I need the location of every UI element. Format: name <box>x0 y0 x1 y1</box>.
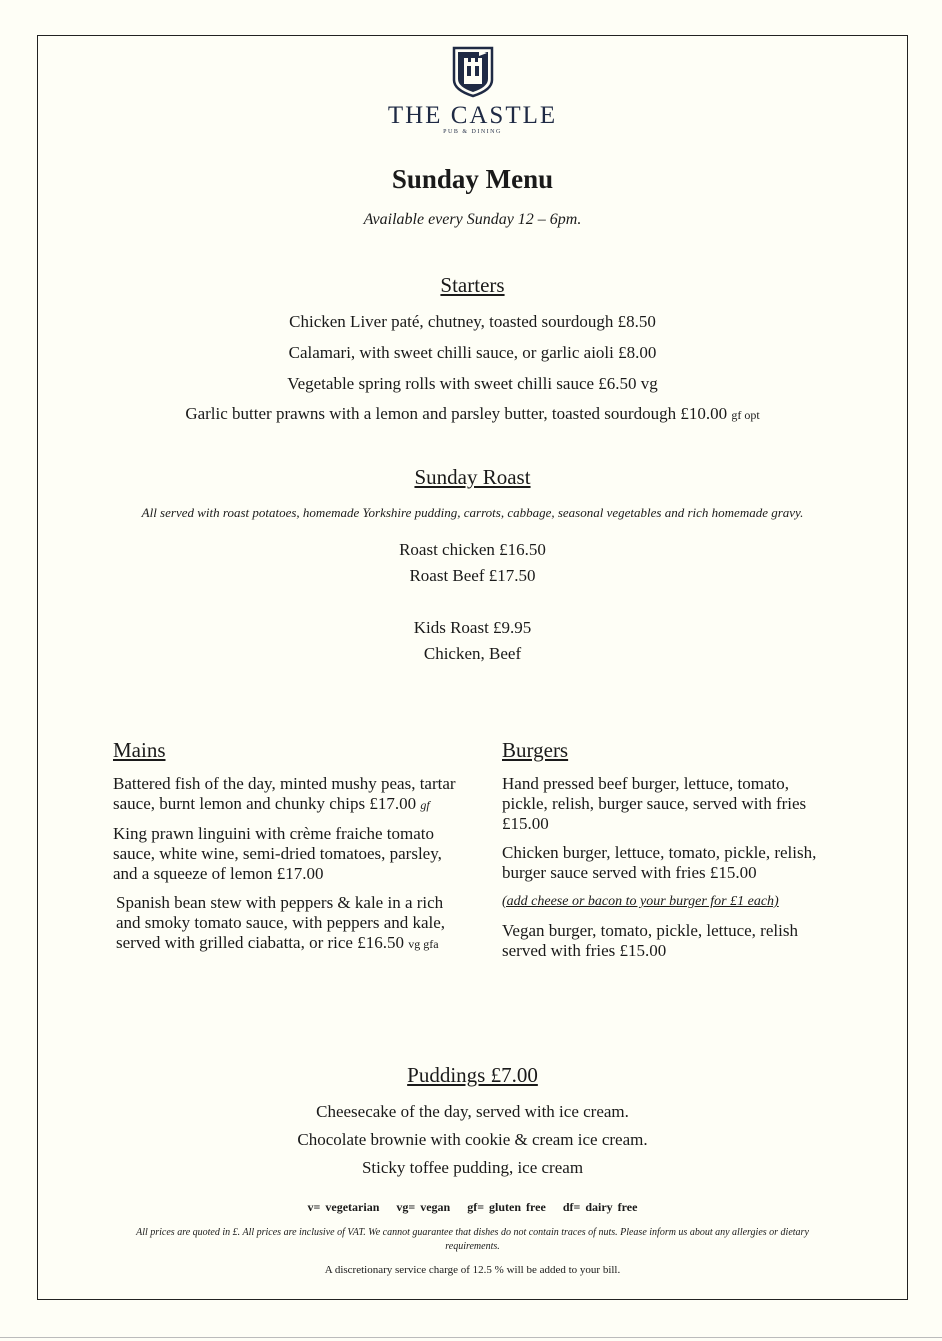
page-title: Sunday Menu <box>391 164 554 194</box>
legend-item: gf= gluten free <box>467 1200 546 1214</box>
burgers-column <box>502 738 832 970</box>
pudding-item: Cheesecake of the day, served with ice cream. <box>316 1102 629 1121</box>
dietary-tag: vg gfa <box>408 937 439 951</box>
legend-item: vg= vegan <box>396 1200 451 1214</box>
burgers-heading: Burgers <box>502 738 569 762</box>
allergy-disclaimer: All prices are quoted in £. All prices are inclusive of VAT. We cannot guarantee that dishes do not contain traces of nuts. Please inform us about any allergies or dietary requirements. <box>136 1227 809 1252</box>
availability-note: Available every Sunday 12 – 6pm. <box>363 211 582 228</box>
legend-item: v= vegetarian <box>307 1200 380 1214</box>
brand-name: THE CASTLE <box>387 102 558 129</box>
page-edge <box>0 1337 942 1338</box>
roast-heading: Sunday Roast <box>414 465 531 489</box>
dietary-tag: gf opt <box>731 408 760 422</box>
kids-roast-title: Kids Roast £9.95 <box>413 618 532 637</box>
castle-crest-icon <box>452 46 494 98</box>
logo <box>37 46 908 136</box>
starter-item: Chicken Liver paté, chutney, toasted sourdough £8.50 <box>289 312 656 331</box>
starter-item <box>37 403 908 426</box>
roast-note: All served with roast potatoes, homemade Yorkshire pudding, carrots, cabbage, seasonal vegetables and rich homemade gravy. <box>141 505 804 520</box>
mains-item: Spanish bean stew with peppers & kale in a rich and smoky tomato sauce, with peppers and kale, served with grilled ciabatta, or rice £16.50 vg gfa <box>116 893 446 952</box>
dietary-legend <box>37 1200 908 1215</box>
burger-item: Chicken burger, lettuce, tomato, pickle, relish, burger sauce served with fries £15.00 <box>502 843 817 882</box>
starter-item-text: Garlic butter prawns with a lemon and parsley butter, toasted sourdough £10.00 <box>185 404 728 423</box>
burger-item: Vegan burger, tomato, pickle, lettuce, relish served with fries £15.00 <box>502 921 798 960</box>
puddings-heading: Puddings £7.00 <box>407 1063 538 1087</box>
roast-item: Roast Beef £17.50 <box>409 566 536 585</box>
legend-item: df= dairy free <box>562 1200 638 1214</box>
starters-heading: Starters <box>440 273 505 297</box>
mains-item: King prawn linguini with crème fraiche tomato sauce, white wine, semi-dried tomatoes, parsley, and a squeeze of lemon £17.00 <box>113 824 442 883</box>
mains-column <box>113 738 458 963</box>
dietary-tag: gf <box>420 798 430 812</box>
pudding-item: Sticky toffee pudding, ice cream <box>361 1158 584 1177</box>
service-charge-note: A discretionary service charge of 12.5 % will be added to your bill. <box>324 1264 621 1276</box>
burger-item: Hand pressed beef burger, lettuce, tomato, pickle, relish, burger sauce, served with fries £15.00 <box>502 774 807 833</box>
starter-item: Vegetable spring rolls with sweet chilli sauce £6.50 vg <box>287 374 658 393</box>
starter-item: Calamari, with sweet chilli sauce, or garlic aioli £8.00 <box>288 343 657 362</box>
kids-roast-options: Chicken, Beef <box>423 644 522 663</box>
mains-heading: Mains <box>113 738 166 762</box>
burger-addon-note: (add cheese or bacon to your burger for £1 each) <box>502 894 779 909</box>
mains-item: Battered fish of the day, minted mushy peas, tartar sauce, burnt lemon and chunky chips £17.00 gf <box>113 774 456 813</box>
pudding-item: Chocolate brownie with cookie & cream ice cream. <box>297 1130 648 1149</box>
roast-item: Roast chicken £16.50 <box>399 540 546 559</box>
brand-tagline: PUB & DINING <box>443 129 502 135</box>
